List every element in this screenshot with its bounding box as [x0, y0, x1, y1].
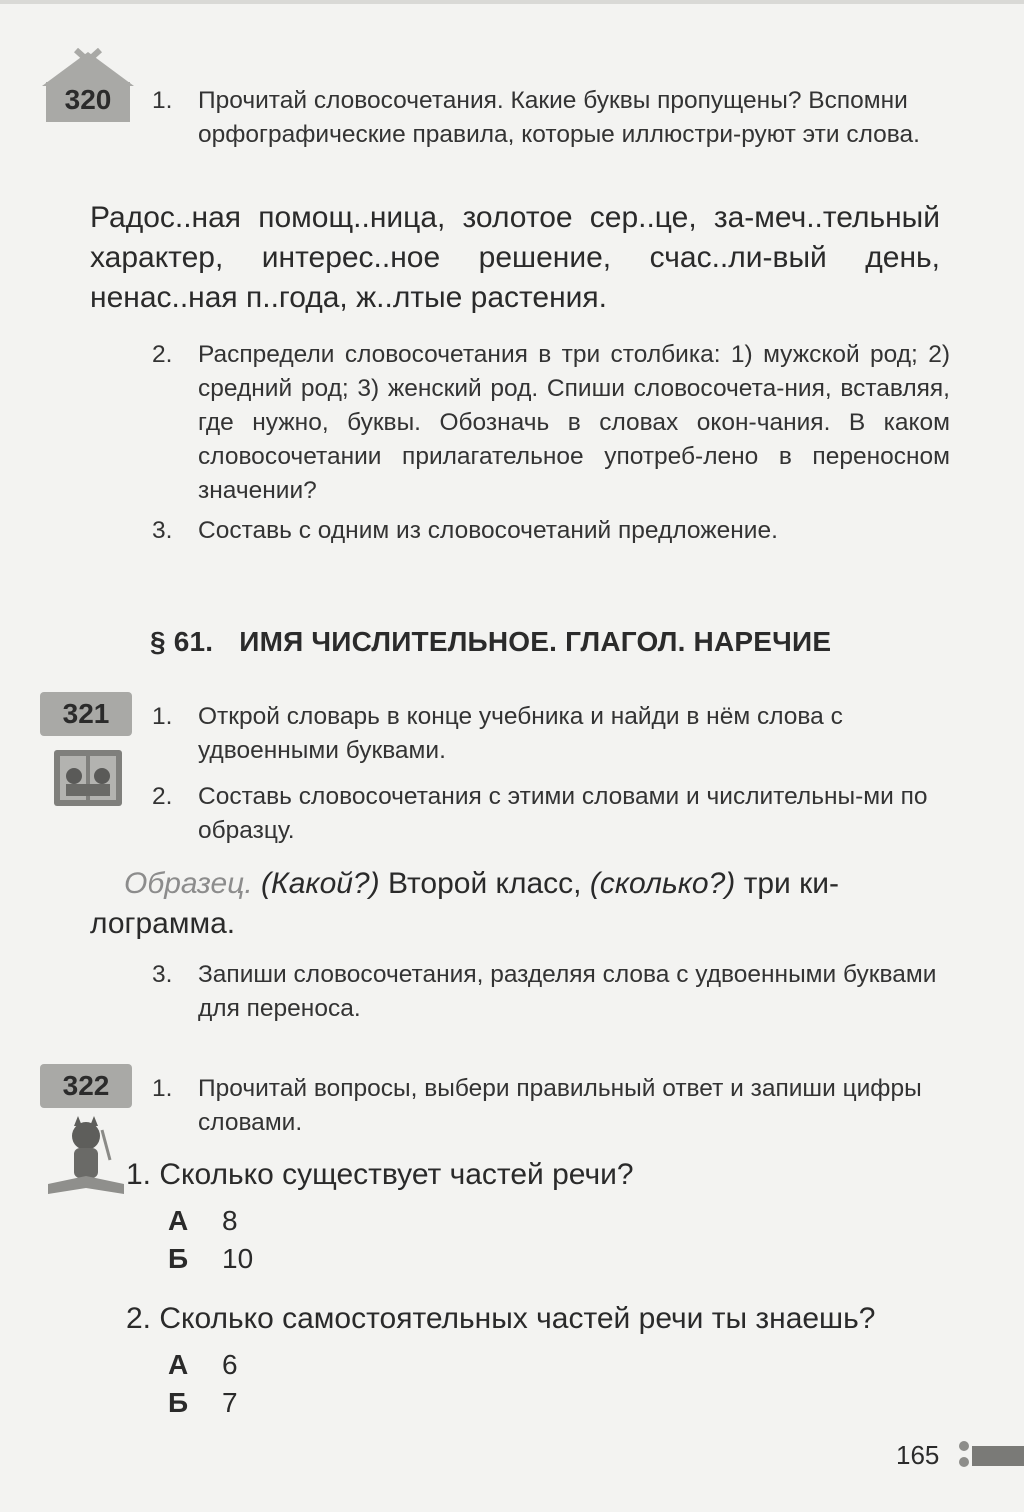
item-text: Запиши словосочетания, разделяя слова с удвоенными буквами для переноса. — [198, 961, 937, 1022]
exercise-badge-322 — [40, 1064, 132, 1108]
section-heading — [150, 624, 950, 660]
question-1: 1. Сколько существует частей речи? — [126, 1158, 634, 1191]
item-text: Распредели словосочетания в три столбика: 1) мужской род; 2) средний род; 3) женский род. Спиши словосочета-ния, вставляя, где нужно, буквы. Обозначь в словах окон-чания. В каком словосочетании прилагательное употреб-лено в переносном значении? — [198, 341, 950, 504]
question-2: 2. Сколько самостоятельных частей речи ты знаешь? — [126, 1302, 876, 1335]
option-value: 8 — [222, 1205, 238, 1236]
ex320-item-2 — [152, 338, 952, 508]
ex321-item-3 — [152, 958, 952, 1026]
option-label: Б — [168, 1387, 189, 1418]
page-top-border — [0, 0, 1024, 4]
sample-text-1: Второй класс, — [387, 867, 582, 900]
question-1-option-b — [168, 1240, 253, 1278]
option-value: 7 — [222, 1387, 238, 1418]
option-value: 10 — [222, 1243, 254, 1274]
item-text: Составь словосочетания с этими словами и числительны-ми по образцу. — [198, 783, 928, 844]
exercise-number-322: 322 — [62, 1070, 110, 1101]
sample-label: Образец. — [124, 867, 253, 900]
option-value: 6 — [222, 1349, 238, 1380]
item-text: Прочитай словосочетания. Какие буквы пропущены? Вспомни орфографические правила, которые иллюстри-руют эти слова. — [198, 87, 920, 148]
sample-question-1: (Какой?) — [261, 867, 380, 900]
section-title: ИМЯ ЧИСЛИТЕЛЬНОЕ. ГЛАГОЛ. НАРЕЧИЕ — [239, 626, 832, 657]
item-number: 3. — [152, 961, 173, 988]
ex320-item-3 — [152, 514, 952, 548]
item-number: 2. — [152, 341, 173, 368]
question-1-option-a — [168, 1202, 238, 1240]
exercise-badge-321 — [40, 692, 132, 736]
ex321-sample — [90, 864, 940, 944]
ex321-item-1 — [152, 700, 952, 768]
option-label: А — [168, 1205, 189, 1236]
ex322-item-1 — [152, 1072, 952, 1140]
page-corner-tab-icon — [954, 1438, 1024, 1472]
item-number: 1. — [152, 87, 173, 114]
item-text: Составь с одним из словосочетаний предложение. — [198, 517, 778, 544]
exercise-number-320: 320 — [64, 84, 112, 115]
question-2-option-a — [168, 1346, 238, 1384]
item-text: Открой словарь в конце учебника и найди в нём слова с удвоенными буквами. — [198, 703, 843, 764]
item-number: 3. — [152, 517, 173, 544]
option-label: А — [168, 1349, 189, 1380]
item-number: 2. — [152, 783, 173, 810]
ex321-item-2 — [152, 780, 952, 848]
cat-reading-icon — [46, 1116, 126, 1200]
book-icon — [52, 746, 124, 808]
ex320-item-1 — [152, 84, 952, 186]
item-text: Прочитай вопросы, выбери правильный ответ и запиши цифры словами. — [198, 1075, 922, 1136]
ex320-phrases: Радос..ная помощ..ница, золотое сер..це, за-меч..тельный характер, интерес..ное решение, счас..ли-вый день, ненас..ная п..года, ж..лтые растения. — [90, 201, 940, 314]
sample-text-2: три ки-лограмма. — [90, 867, 840, 940]
item-number: 1. — [152, 703, 173, 730]
item-number: 1. — [152, 1075, 173, 1102]
question-2-option-b — [168, 1384, 238, 1422]
exercise-number-321: 321 — [62, 698, 110, 729]
section-number: § 61. — [150, 626, 214, 657]
sample-question-2: (сколько?) — [589, 867, 736, 900]
page-number: 165 — [896, 1440, 940, 1470]
house-badge-320 — [38, 48, 138, 122]
option-label: Б — [168, 1243, 189, 1274]
